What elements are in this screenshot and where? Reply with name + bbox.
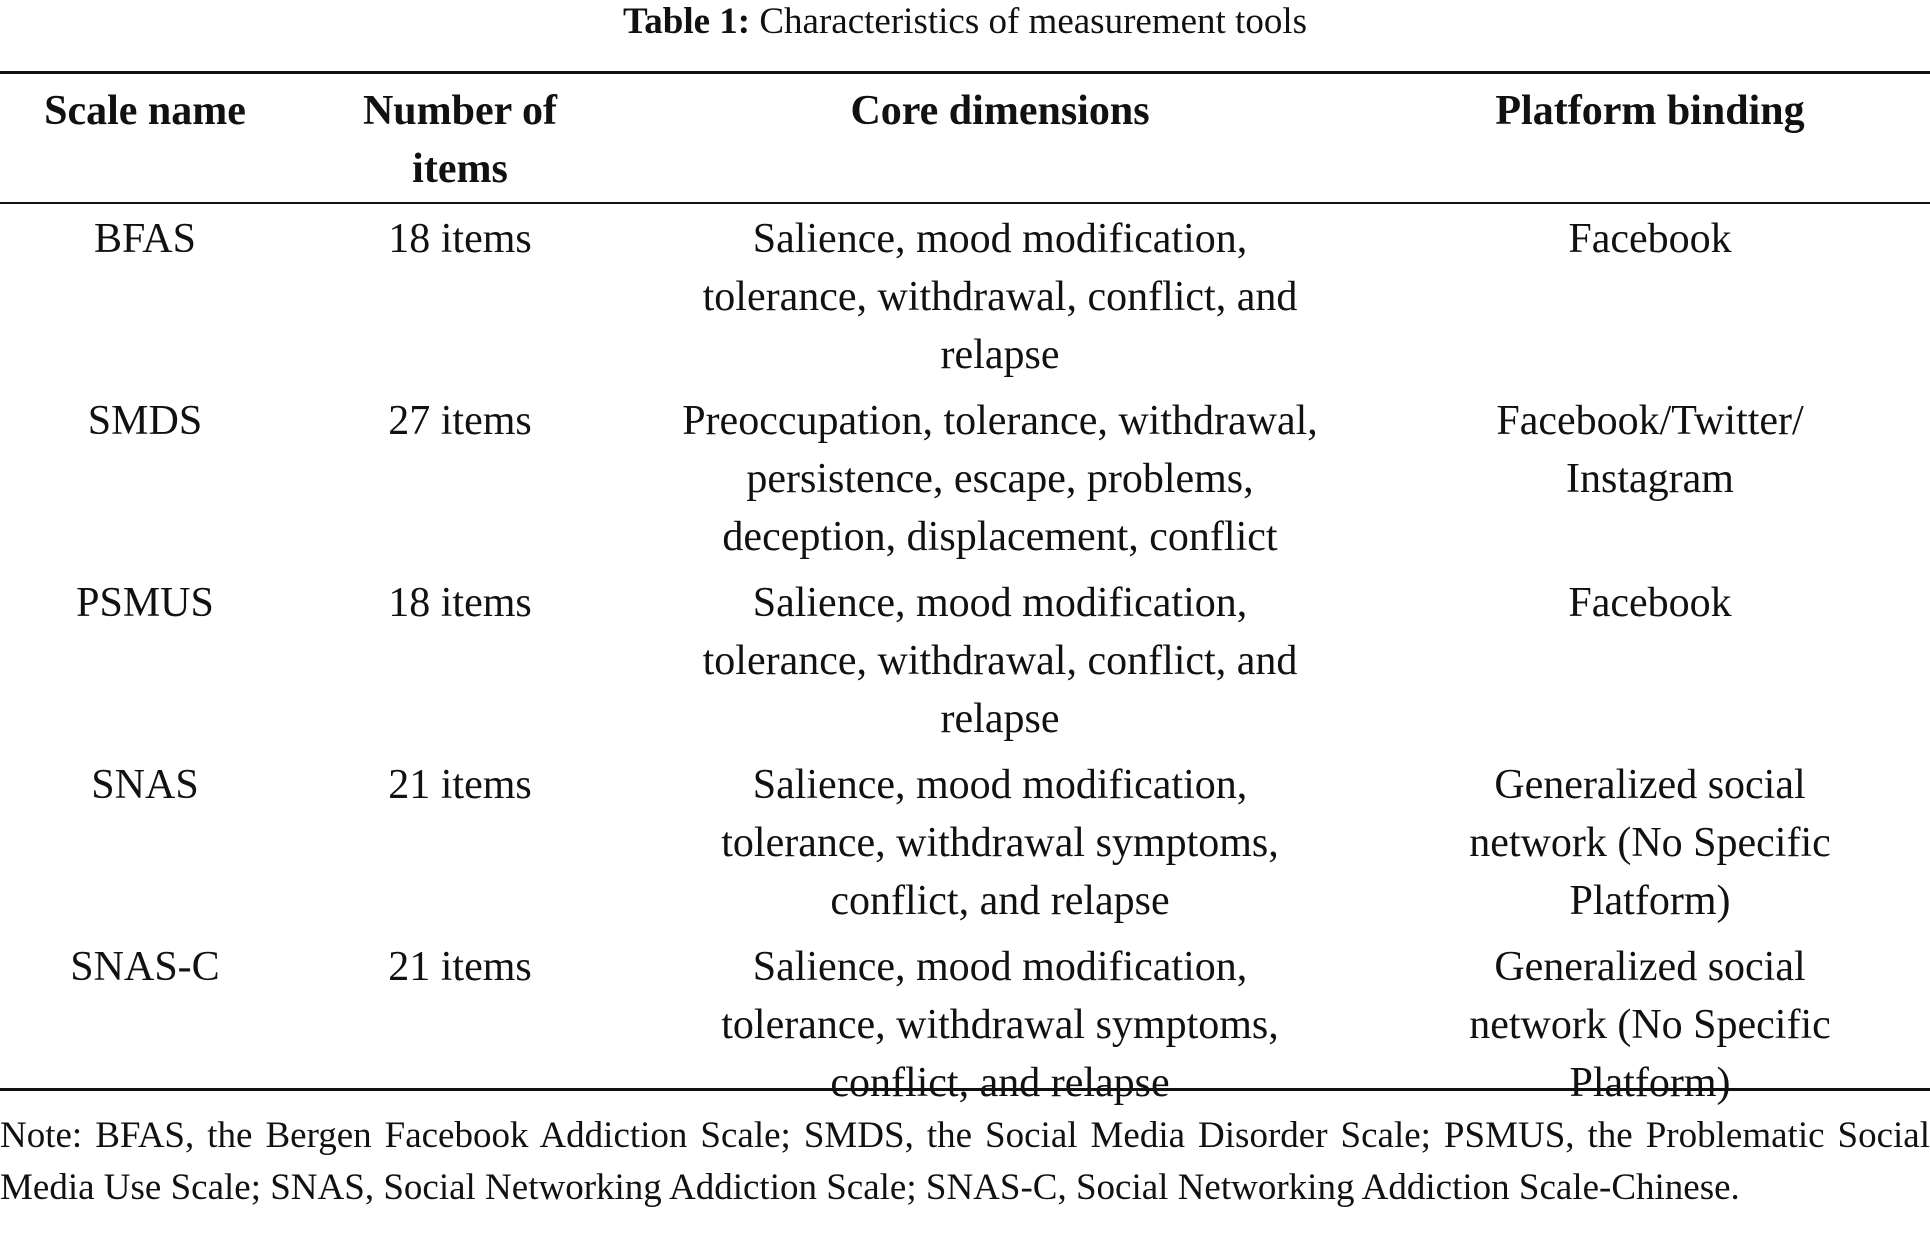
table-caption-title: Characteristics of measurement tools — [759, 1, 1308, 42]
cell-line: Generalized social — [1494, 944, 1806, 990]
table-header-row — [0, 73, 1930, 202]
cell-line: Preoccupation, tolerance, withdrawal, — [682, 398, 1318, 444]
cell-line: conflict, and relapse — [830, 878, 1170, 924]
cell-line: persistence, escape, problems, — [746, 456, 1254, 502]
cell-dimensions — [630, 566, 1370, 748]
cell-scale: SNAS — [91, 762, 199, 808]
table-note: Note: BFAS, the Bergen Facebook Addiction Scale; SMDS, the Social Media Disorder Scale; PSMUS, the Problematic Social Media Use Scale; SNAS, Social Networking Addiction Scale; SNAS-C, Social Networking Addiction Scale-Chinese. — [0, 1115, 1930, 1208]
cell-line: network (No Specific — [1469, 1002, 1831, 1048]
cell-line: Facebook/Twitter/ — [1496, 398, 1804, 444]
cell-line: Facebook — [1568, 580, 1732, 626]
cell-line: tolerance, withdrawal, conflict, and — [702, 638, 1298, 684]
cell-line: relapse — [940, 332, 1060, 378]
cell-items: 21 items — [388, 944, 532, 990]
cell-scale: SMDS — [87, 398, 203, 444]
cell-platform — [1370, 566, 1930, 748]
cell-line: Instagram — [1566, 456, 1734, 502]
cell-line: tolerance, withdrawal symptoms, — [721, 1002, 1279, 1048]
cell-dimensions — [630, 930, 1370, 1112]
cell-line: Facebook — [1568, 216, 1732, 262]
table-row — [0, 384, 1930, 566]
cell-platform — [1370, 202, 1930, 384]
cell-line: deception, displacement, conflict — [722, 514, 1278, 560]
header-number-of-items-line1: Number of — [362, 88, 558, 134]
table-caption-label: Table 1: — [622, 1, 751, 42]
cell-line: conflict, and relapse — [830, 1060, 1170, 1106]
header-core-dimensions: Core dimensions — [850, 88, 1150, 134]
cell-line: Platform) — [1569, 1060, 1731, 1106]
header-scale-name: Scale name — [44, 88, 246, 134]
cell-line: Salience, mood modification, — [752, 762, 1248, 808]
cell-platform — [1370, 748, 1930, 930]
cell-line: Platform) — [1569, 878, 1731, 924]
header-number-of-items — [290, 73, 630, 202]
measurement-tools-table — [0, 73, 1930, 1112]
cell-line: Salience, mood modification, — [752, 580, 1248, 626]
cell-platform — [1370, 930, 1930, 1112]
cell-line: tolerance, withdrawal symptoms, — [721, 820, 1279, 866]
table-row — [0, 930, 1930, 1112]
cell-dimensions — [630, 748, 1370, 930]
cell-line: tolerance, withdrawal, conflict, and — [702, 274, 1298, 320]
cell-scale: PSMUS — [76, 580, 214, 626]
header-number-of-items-line2: items — [412, 146, 508, 192]
cell-line: Salience, mood modification, — [752, 216, 1248, 262]
table-row — [0, 202, 1930, 384]
cell-dimensions — [630, 202, 1370, 384]
cell-line: relapse — [940, 696, 1060, 742]
cell-items: 18 items — [388, 216, 532, 262]
cell-scale: SNAS-C — [70, 944, 220, 990]
cell-scale: BFAS — [94, 216, 196, 262]
cell-dimensions — [630, 384, 1370, 566]
table-caption — [0, 0, 1930, 44]
table-row — [0, 748, 1930, 930]
header-platform-binding: Platform binding — [1495, 88, 1805, 134]
cell-items: 18 items — [388, 580, 532, 626]
cell-line: Generalized social — [1494, 762, 1806, 808]
cell-items: 21 items — [388, 762, 532, 808]
table-row — [0, 566, 1930, 748]
cell-items: 27 items — [388, 398, 532, 444]
cell-line: network (No Specific — [1469, 820, 1831, 866]
cell-line: Salience, mood modification, — [752, 944, 1248, 990]
cell-platform — [1370, 384, 1930, 566]
